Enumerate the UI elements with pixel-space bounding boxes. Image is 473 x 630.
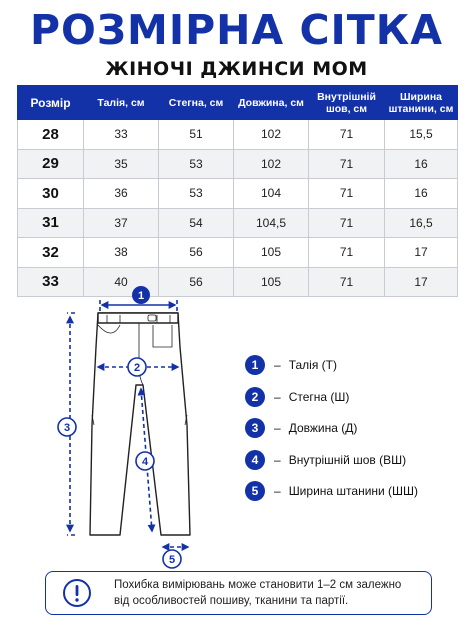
page-subtitle: ЖІНОЧІ ДЖИНСИ МОМ [105, 58, 368, 80]
table-cell: 102 [234, 120, 309, 150]
legend-item-waist [245, 355, 418, 375]
column-header-size: Розмір [18, 86, 84, 120]
table-cell: 56 [159, 267, 234, 297]
legend-label: Внутрішній шов (ВШ) [288, 452, 407, 467]
table-cell: 35 [84, 149, 159, 179]
marker-waist [132, 286, 150, 304]
table-cell: 71 [309, 208, 385, 238]
legend-number: 2 [245, 387, 265, 407]
table-row [18, 149, 458, 179]
legend-dash: – [274, 358, 281, 372]
legend-number: 1 [245, 355, 265, 375]
table-header-row [18, 86, 458, 120]
svg-text:3: 3 [63, 422, 71, 434]
table-cell: 38 [84, 238, 159, 268]
table-cell-size: 31 [18, 208, 84, 238]
legend-item-length [245, 418, 418, 438]
table-cell: 53 [159, 179, 234, 209]
size-table [17, 85, 458, 297]
legend-label: Талія (Т) [288, 358, 337, 372]
column-header-leg-width: Ширина штанини, см [385, 86, 458, 120]
table-cell: 71 [309, 267, 385, 297]
table-cell: 104,5 [234, 208, 309, 238]
table-cell: 37 [84, 208, 159, 238]
svg-text:1: 1 [137, 290, 145, 302]
table-cell: 56 [159, 238, 234, 268]
table-row [18, 208, 458, 238]
svg-text:4: 4 [141, 456, 149, 468]
table-cell: 71 [309, 149, 385, 179]
measurement-note [45, 571, 432, 615]
table-cell: 36 [84, 179, 159, 209]
table-cell: 71 [309, 120, 385, 150]
marker-length [58, 418, 76, 436]
marker-hips [128, 358, 146, 376]
legend-label: Довжина (Д) [288, 421, 358, 435]
measurement-legend [245, 355, 418, 513]
table-cell: 71 [309, 179, 385, 209]
table-cell: 40 [84, 267, 159, 297]
jeans-measurement-diagram [40, 285, 240, 570]
legend-label: Ширина штанини (ШШ) [288, 484, 419, 498]
jeans-outline [90, 313, 190, 535]
table-row [18, 120, 458, 150]
marker-leg-width [163, 550, 181, 568]
table-cell-size: 33 [18, 267, 84, 297]
note-text [114, 577, 401, 609]
legend-dash: – [274, 389, 281, 404]
table-cell: 15,5 [385, 120, 458, 150]
svg-text:5: 5 [168, 554, 176, 566]
table-cell-size: 30 [18, 179, 84, 209]
marker-inseam [136, 452, 154, 470]
legend-dash: – [274, 452, 281, 467]
legend-label: Стегна (Ш) [288, 389, 350, 404]
column-header-inseam: Внутрішній шов, см [309, 86, 385, 120]
table-cell: 102 [234, 149, 309, 179]
legend-dash: – [274, 421, 281, 435]
table-cell: 105 [234, 238, 309, 268]
table-cell: 17 [385, 267, 458, 297]
page-title: РОЗМІРНА СІТКА [29, 6, 443, 54]
table-cell: 54 [159, 208, 234, 238]
table-cell: 17 [385, 238, 458, 268]
column-header-length: Довжина, см [234, 86, 309, 120]
table-cell: 16 [385, 179, 458, 209]
table-cell-size: 28 [18, 120, 84, 150]
table-cell: 33 [84, 120, 159, 150]
table-cell: 51 [159, 120, 234, 150]
table-cell: 16 [385, 149, 458, 179]
table-cell: 104 [234, 179, 309, 209]
legend-number: 5 [245, 481, 265, 501]
column-header-waist: Талія, см [84, 86, 159, 120]
table-cell: 16,5 [385, 208, 458, 238]
legend-number: 3 [245, 418, 265, 438]
table-cell: 105 [234, 267, 309, 297]
table-cell-size: 29 [18, 149, 84, 179]
svg-text:2: 2 [133, 362, 141, 374]
column-header-hips: Стегна, см [159, 86, 234, 120]
legend-item-inseam [245, 450, 418, 470]
legend-item-leg-width [245, 481, 418, 501]
table-row [18, 238, 458, 268]
note-line: від особливостей пошиву, тканини та партії. [114, 595, 349, 607]
exclamation-circle-icon [62, 578, 92, 608]
table-cell: 53 [159, 149, 234, 179]
note-line: Похибка вимірювань може становити 1–2 см залежно [114, 579, 402, 591]
legend-dash: – [274, 484, 281, 498]
table-cell-size: 32 [18, 238, 84, 268]
legend-item-hips [245, 387, 418, 407]
legend-number: 4 [245, 450, 265, 470]
table-cell: 71 [309, 238, 385, 268]
table-row [18, 179, 458, 209]
